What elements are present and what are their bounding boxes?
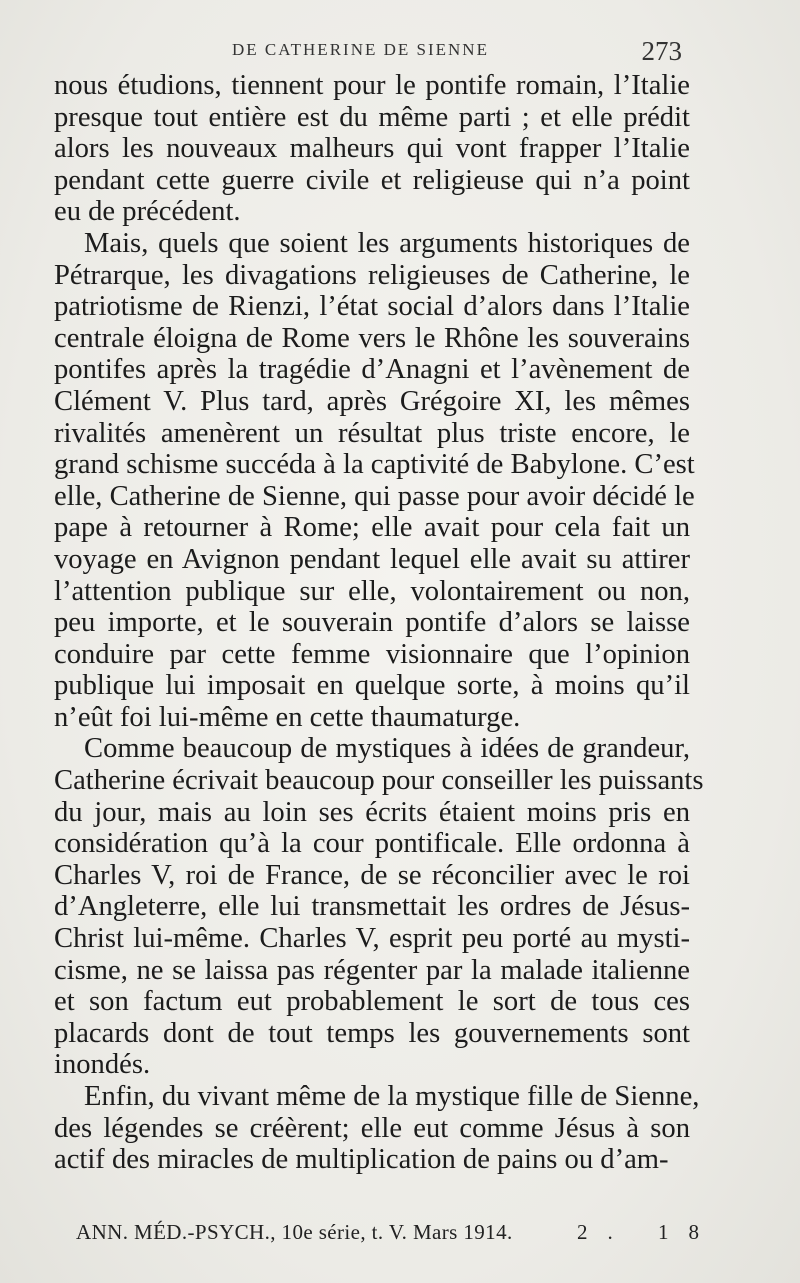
text-line: alors les nouveaux malheurs qui vont frapper l’Italie (54, 133, 690, 165)
page-header (0, 38, 800, 68)
text-line: Catherine écrivait beaucoup pour conseiller les puissants (54, 765, 704, 797)
text-line: nous étudions, tiennent pour le pontife romain, l’Italie (54, 70, 690, 101)
text-line: du jour, mais au loin ses écrits étaient moins pris en (54, 796, 690, 828)
text-line: presque tout entière est du même parti ; et elle prédit (54, 101, 690, 133)
text-line: Charles V, roi de France, de se réconcilier avec le roi (54, 859, 690, 891)
text-line: des légendes se créèrent; elle eut comme Jésus à son (54, 1112, 690, 1144)
paragraph (54, 1081, 700, 1176)
text-line: d’Angleterre, elle lui transmettait les ordres de Jésus- (54, 891, 690, 923)
text-line: pendant cette guerre civile et religieuse qui n’a point (54, 164, 690, 196)
text-line: Christ lui-même. Charles V, esprit peu porté au mysti- (54, 923, 690, 955)
text-line: Comme beaucoup de mystiques à idées de grandeur, (84, 733, 690, 765)
text-line: pontifes après la tragédie d’Anagni et l’avènement de (54, 354, 690, 386)
text-line: l’attention publique sur elle, volontairement ou non, (54, 575, 690, 607)
text-line: peu importe, et le souverain pontife d’alors se laisse (54, 607, 690, 639)
text-line: Clément V. Plus tard, après Grégoire XI, les mêmes (54, 385, 690, 417)
paragraph (54, 227, 695, 734)
signature-mark: 2. 18 (577, 1220, 719, 1244)
journal-reference: ANN. MÉD.-PSYCH., 10e série, t. V. Mars 1914. (76, 1220, 513, 1244)
paragraph (54, 70, 690, 228)
page-number: 273 (641, 36, 682, 66)
paragraph (54, 733, 704, 1081)
text-line: placards dont de tout temps les gouvernements sont (54, 1017, 690, 1049)
text-line: et son factum eut probablement le sort de tous ces (54, 986, 690, 1018)
text-line: voyage en Avignon pendant lequel elle avait su attirer (54, 543, 690, 575)
text-line: publique lui imposait en quelque sorte, à moins qu’il (54, 670, 690, 702)
text-line: Pétrarque, les divagations religieuses de Catherine, le (54, 259, 690, 291)
text-line: centrale éloigna de Rome vers le Rhône les souverains (54, 322, 690, 354)
text-line: inondés. (54, 1049, 151, 1081)
text-line: n’eût foi lui-même en cette thaumaturge. (54, 701, 521, 733)
text-line: cisme, ne se laissa pas régenter par la malade italienne (54, 954, 690, 986)
running-title: DE CATHERINE DE SIENNE (232, 40, 489, 59)
text-line: rivalités amenèrent un résultat plus triste encore, le (54, 417, 690, 449)
page-footer (0, 1218, 800, 1248)
text-line: pape à retourner à Rome; elle avait pour cela fait un (54, 512, 690, 544)
text-line: conduire par cette femme visionnaire que l’opinion (54, 638, 690, 670)
text-line: elle, Catherine de Sienne, qui passe pour avoir décidé le (54, 480, 695, 512)
text-line: eu de précédent. (54, 196, 241, 228)
text-line: Mais, quels que soient les arguments historiques de (84, 227, 690, 259)
text-line: grand schisme succéda à la captivité de Babylone. C’est (54, 449, 695, 481)
body-text (54, 70, 704, 1176)
text-line: Enfin, du vivant même de la mystique fille de Sienne, (84, 1081, 700, 1112)
text-line: considération qu’à la cour pontificale. Elle ordonna à (54, 828, 690, 860)
text-line: actif des miracles de multiplication de pains ou d’am- (54, 1144, 669, 1176)
text-line: patriotisme de Rienzi, l’état social d’alors dans l’Italie (54, 291, 690, 323)
